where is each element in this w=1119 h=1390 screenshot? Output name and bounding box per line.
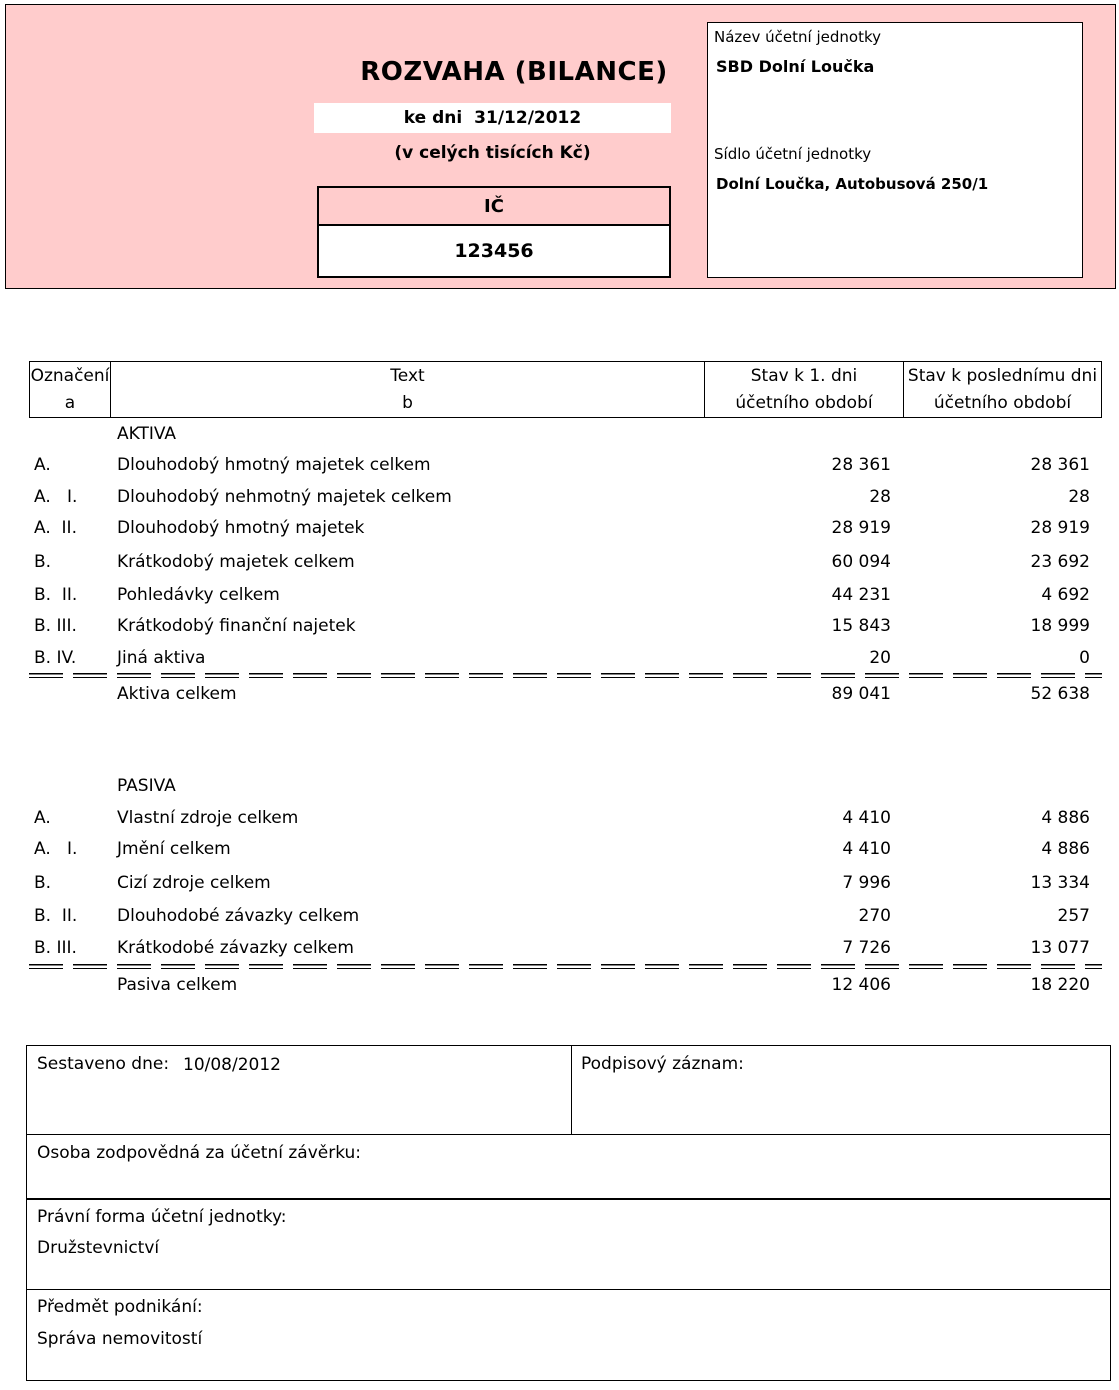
entity-name-label: Název účetní jednotky: [714, 28, 881, 46]
total-divider: [29, 964, 1102, 969]
col-header-start: Stav k 1. dni účetního období: [735, 366, 873, 413]
compiled-label: Sestaveno dne:: [37, 1054, 170, 1074]
legal-form-label: Právní forma účetní jednotky:: [37, 1207, 287, 1227]
units-note: (v celých tisících Kč): [394, 143, 591, 163]
business-label: Předmět podnikání:: [37, 1297, 203, 1317]
report-header: [5, 4, 1116, 289]
table-row: A. Vlastní zdroje celkem 4 410 4 886: [34, 808, 1090, 828]
table-header: [29, 361, 1102, 418]
total-divider: [29, 673, 1102, 678]
table-row: B. Cizí zdroje celkem 7 996 13 334: [34, 873, 1090, 893]
table-row: B. III. Krátkodobý finanční najetek 15 843 18 999: [34, 616, 1090, 636]
table-row: B. II. Dlouhodobé závazky celkem 270 257: [34, 906, 1090, 926]
entity-box: [707, 22, 1083, 278]
table-row: A. I. Dlouhodobý nehmotný majetek celkem 28 28: [34, 487, 1090, 507]
report-date: 31/12/2012: [474, 108, 582, 128]
table-row: B. IV. Jiná aktiva 20 0: [34, 648, 1090, 668]
total-row-pasiva: Pasiva celkem 12 406 18 220: [117, 975, 1090, 995]
report-title: ROZVAHA (BILANCE): [360, 57, 668, 87]
table-row: B. II. Pohledávky celkem 44 231 4 692: [34, 585, 1090, 605]
table-row: B. III. Krátkodobé závazky celkem 7 726 13 077: [34, 938, 1090, 958]
ic-box: [317, 186, 671, 278]
signature-label: Podpisový záznam:: [581, 1054, 744, 1074]
col-header-end: Stav k poslednímu dni účetního období: [907, 366, 1098, 413]
table-row: A. Dlouhodobý hmotný majetek celkem 28 361 28 361: [34, 455, 1090, 475]
col-header-text: Text b: [390, 366, 425, 413]
total-row-aktiva: Aktiva celkem 89 041 52 638: [117, 684, 1090, 704]
ic-label: IČ: [319, 188, 669, 226]
seat-label: Sídlo účetní jednotky: [714, 145, 872, 163]
entity-seat: Dolní Loučka, Autobusová 250/1: [716, 175, 989, 193]
report-footer: [26, 1045, 1111, 1381]
legal-form-value: Družstevnictví: [37, 1238, 160, 1258]
responsible-person-label: Osoba zodpovědná za účetní závěrku:: [37, 1143, 362, 1163]
table-row: B. Krátkodobý majetek celkem 60 094 23 692: [34, 552, 1090, 572]
table-row: A. II. Dlouhodobý hmotný majetek 28 919 28 919: [34, 518, 1090, 538]
ic-value: 123456: [319, 226, 669, 276]
table-row: A. I. Jmění celkem 4 410 4 886: [34, 839, 1090, 859]
col-header-code: Označení a: [30, 366, 110, 413]
business-value: Správa nemovitostí: [37, 1329, 203, 1349]
section-aktiva: AKTIVA: [117, 424, 177, 444]
compiled-date: 10/08/2012: [183, 1055, 281, 1075]
section-pasiva: PASIVA: [117, 776, 176, 796]
date-prefix: ke dni: [403, 108, 463, 128]
report-date-strip: [314, 103, 671, 133]
entity-name: SBD Dolní Loučka: [716, 57, 875, 76]
